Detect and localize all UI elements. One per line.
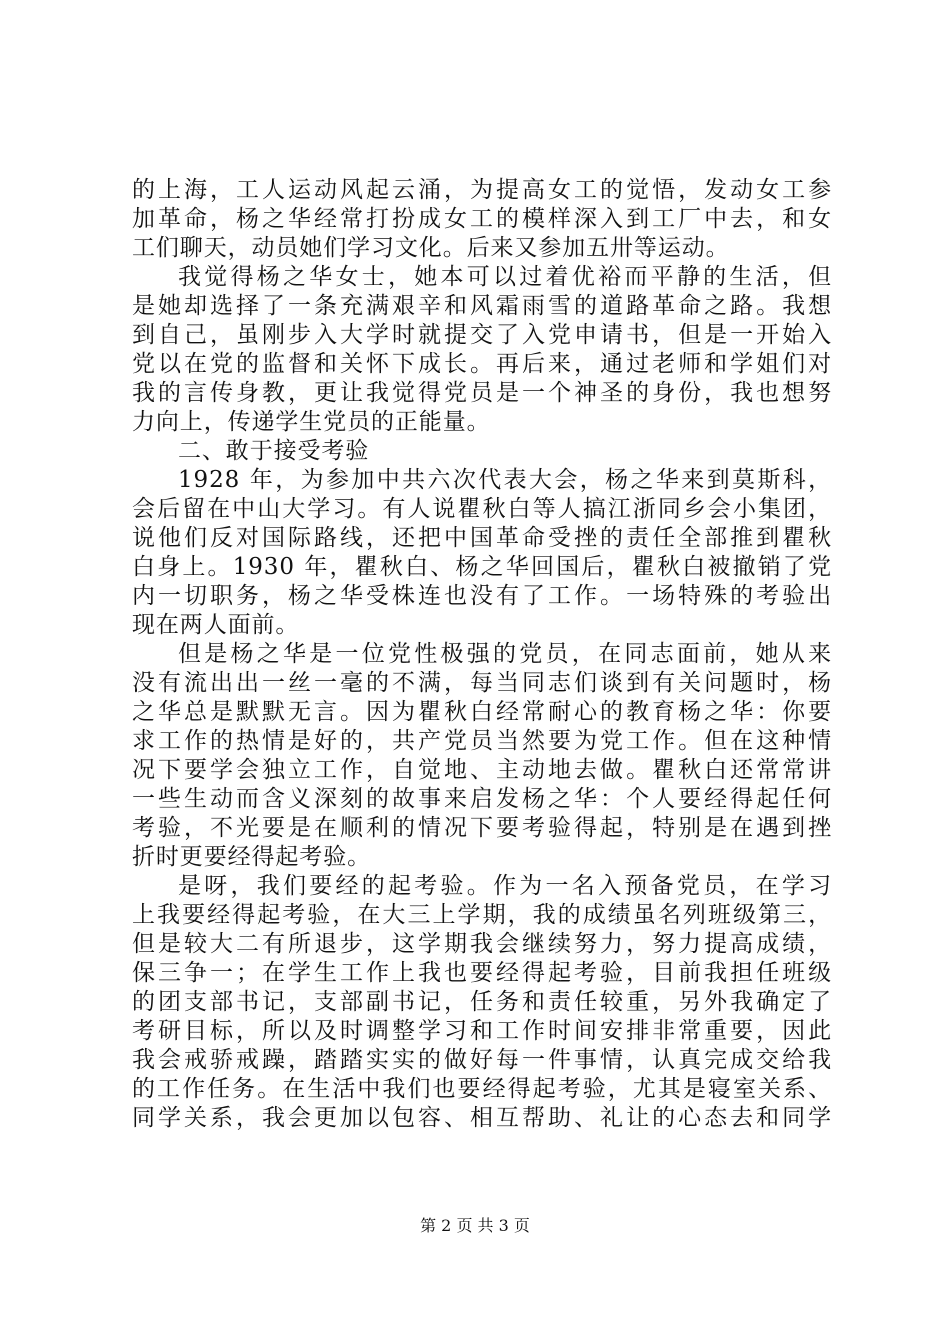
text-line: 但是杨之华是一位党性极强的党员，在同志面前，她从来 <box>178 641 832 667</box>
text-line: 一些生动而含义深刻的故事来启发杨之华：个人要经得起任何 <box>132 786 832 812</box>
text-line: 同学关系，我会更加以包容、相互帮助、礼让的心态去和同学 <box>132 1105 832 1131</box>
text-line: 保三争一；在学生工作上我也要经得起考验，目前我担任班级 <box>132 960 832 986</box>
text-line: 我的言传身教，更让我觉得党员是一个神圣的身份，我也想努 <box>132 380 832 406</box>
text-line: 况下要学会独立工作，自觉地、主动地去做。瞿秋白还常常讲 <box>132 757 832 783</box>
text-line: 的工作任务。在生活中我们也要经得起考验，尤其是寝室关系、 <box>132 1076 832 1102</box>
text-line: 我会戒骄戒躁，踏踏实实的做好每一件事情，认真完成交给我 <box>132 1047 832 1073</box>
text-line: 力向上，传递学生党员的正能量。 <box>132 409 491 435</box>
text-line: 说他们反对国际路线，还把中国革命受挫的责任全部推到瞿秋 <box>132 525 832 551</box>
page-footer: 第 2 页 共 3 页 <box>420 1216 530 1235</box>
text-line: 到自己，虽刚步入大学时就提交了入党申请书，但是一开始入 <box>132 322 832 348</box>
text-line: 工们聊天，动员她们学习文化。后来又参加五卅等运动。 <box>132 235 730 261</box>
text-line: 考验，不光要是在顺利的情况下要考验得起，特别是在遇到挫 <box>132 815 832 841</box>
document-body <box>132 176 832 1133</box>
text-line: 白身上。1930 年，瞿秋白、杨之华回国后，瞿秋白被撤销了党 <box>132 554 832 580</box>
text-line: 我觉得杨之华女士，她本可以过着优裕而平静的生活，但 <box>178 264 832 290</box>
text-line: 内一切职务，杨之华受株连也没有了工作。一场特殊的考验出 <box>132 583 832 609</box>
text-line: 党以在党的监督和关怀下成长。再后来，通过老师和学姐们对 <box>132 351 832 377</box>
text-line: 的团支部书记，支部副书记，任务和责任较重，另外我确定了 <box>132 989 832 1015</box>
text-line: 上我要经得起考验，在大三上学期，我的成绩虽名列班级第三， <box>132 902 832 928</box>
text-line: 是她却选择了一条充满艰辛和风霜雨雪的道路革命之路。我想 <box>132 293 832 319</box>
text-line: 没有流出出一丝一毫的不满，每当同志们谈到有关问题时，杨 <box>132 670 832 696</box>
text-line: 考研目标，所以及时调整学习和工作时间安排非常重要，因此 <box>132 1018 832 1044</box>
text-line: 但是较大二有所退步，这学期我会继续努力，努力提高成绩， <box>132 931 832 957</box>
text-line: 折时更要经得起考验。 <box>132 844 371 870</box>
text-line: 是呀，我们要经的起考验。作为一名入预备党员，在学习 <box>178 873 832 899</box>
text-line: 二、敢于接受考验 <box>178 438 370 464</box>
text-line: 的上海，工人运动风起云涌，为提高女工的觉悟，发动女工参 <box>132 177 832 203</box>
text-line: 1928 年，为参加中共六次代表大会，杨之华来到莫斯科， <box>178 467 832 493</box>
text-line: 会后留在中山大学习。有人说瞿秋白等人搞江浙同乡会小集团， <box>132 496 832 522</box>
text-line: 求工作的热情是好的，共产党员当然要为党工作。但在这种情 <box>132 728 832 754</box>
text-line: 现在两人面前。 <box>132 612 300 638</box>
text-line: 加革命，杨之华经常打扮成女工的模样深入到工厂中去，和女 <box>132 206 832 232</box>
text-line: 之华总是默默无言。因为瞿秋白经常耐心的教育杨之华：你要 <box>132 699 832 725</box>
